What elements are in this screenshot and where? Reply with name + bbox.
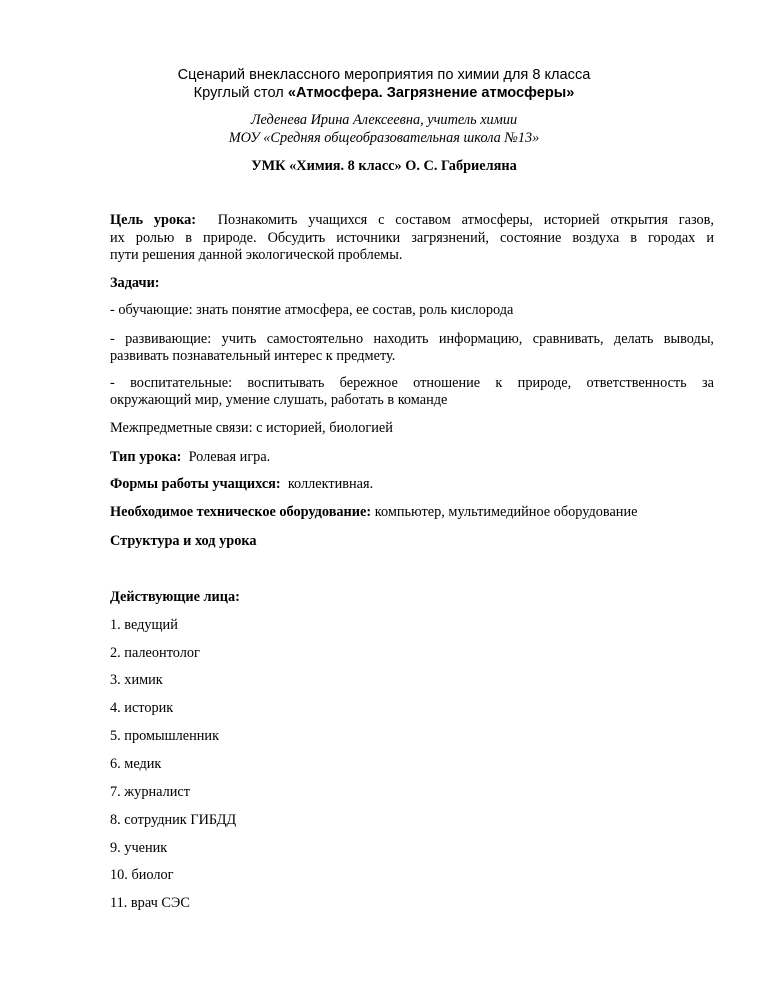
goal-label: Цель урока: — [110, 212, 197, 228]
character-item-text: 8. сотрудник ГИБДД — [110, 812, 237, 828]
lesson-type — [110, 449, 714, 466]
character-item-text: 1. ведущий — [110, 617, 178, 633]
character-item-text: 4. историк — [110, 700, 174, 716]
goal-line-1 — [110, 212, 714, 229]
tasks-label: Задачи: — [110, 275, 160, 291]
work-forms-label: Формы работы учащихся: — [110, 476, 281, 492]
character-item — [110, 728, 714, 745]
character-item — [110, 617, 714, 634]
character-item-text: 11. врач СЭС — [110, 895, 190, 911]
links-text: Межпредметные связи: с историей, биологией — [110, 420, 393, 436]
character-item-text: 2. палеонтолог — [110, 645, 200, 661]
character-item — [110, 672, 714, 689]
character-item-text: 7. журналист — [110, 784, 190, 800]
author-line-2: МОУ «Средняя общеобразовательная школа №13» — [228, 130, 540, 146]
task-developing-line-1 — [110, 331, 714, 348]
character-item — [110, 895, 714, 912]
character-item — [110, 784, 714, 801]
lesson-type-label: Тип урока: — [110, 449, 182, 465]
task-educational-text-1: - воспитательные: воспитывать бережное отношение к природе, ответственность за — [110, 375, 714, 391]
document-subtitle — [0, 85, 768, 103]
character-item — [110, 840, 714, 857]
character-item-text: 10. биолог — [110, 867, 174, 883]
structure-heading — [110, 533, 714, 550]
author-school — [0, 130, 768, 147]
author-name — [0, 112, 768, 129]
character-item — [110, 867, 714, 884]
character-item-text: 6. медик — [110, 756, 162, 772]
equipment-label: Необходимое техническое оборудование: — [110, 504, 372, 520]
task-developing-text-2: развивать познавательный интерес к предмету. — [110, 348, 396, 364]
title-line-2-bold: «Атмосфера. Загрязнение атмосферы» — [287, 85, 575, 101]
work-forms-value: коллективная. — [287, 476, 374, 492]
goal-line-3 — [110, 247, 714, 264]
task-developing-text-1: - развивающие: учить самостоятельно находить информацию, сравнивать, делать выводы, — [110, 331, 714, 347]
character-item — [110, 645, 714, 662]
author-line-1: Леденева Ирина Алексеевна, учитель химии — [250, 112, 518, 128]
equipment — [110, 504, 714, 521]
task-educational-text-2: окружающий мир, умение слушать, работать в команде — [110, 392, 448, 408]
task-educational-line-1 — [110, 375, 714, 392]
character-item — [110, 700, 714, 717]
interdisciplinary-links — [110, 420, 714, 437]
title-line-2-prefix: Круглый стол — [193, 85, 288, 101]
task-educational-line-2 — [110, 392, 714, 409]
characters-heading — [110, 589, 714, 606]
character-item — [110, 756, 714, 773]
characters-label: Действующие лица: — [110, 589, 240, 605]
task-teaching-text: - обучающие: знать понятие атмосфера, ее состав, роль кислорода — [110, 302, 514, 318]
document-title — [0, 67, 768, 85]
character-item-text: 9. ученик — [110, 840, 168, 856]
equipment-value: компьютер, мультимедийное оборудование — [374, 504, 638, 520]
goal-text-2: их ролью в природе. Обсудить источники загрязнений, состояние воздуха в городах и — [110, 230, 714, 246]
structure-text: Структура и ход урока — [110, 533, 257, 549]
goal-text-1: Познакомить учащихся с составом атмосферы, историей открытия газов, — [217, 212, 714, 228]
title-line-1: Сценарий внеклассного мероприятия по химии для 8 класса — [177, 67, 591, 83]
tasks-heading — [110, 275, 714, 292]
work-forms — [110, 476, 714, 493]
umk-heading — [0, 158, 768, 175]
character-item-text: 3. химик — [110, 672, 163, 688]
character-item — [110, 812, 714, 829]
goal-line-2 — [110, 230, 714, 247]
task-developing-line-2 — [110, 348, 714, 365]
task-teaching — [110, 302, 714, 319]
umk-text: УМК «Химия. 8 класс» О. С. Габриеляна — [251, 158, 517, 174]
character-item-text: 5. промышленник — [110, 728, 220, 744]
goal-text-3: пути решения данной экологической проблемы. — [110, 247, 403, 263]
lesson-type-value: Ролевая игра. — [188, 449, 271, 465]
